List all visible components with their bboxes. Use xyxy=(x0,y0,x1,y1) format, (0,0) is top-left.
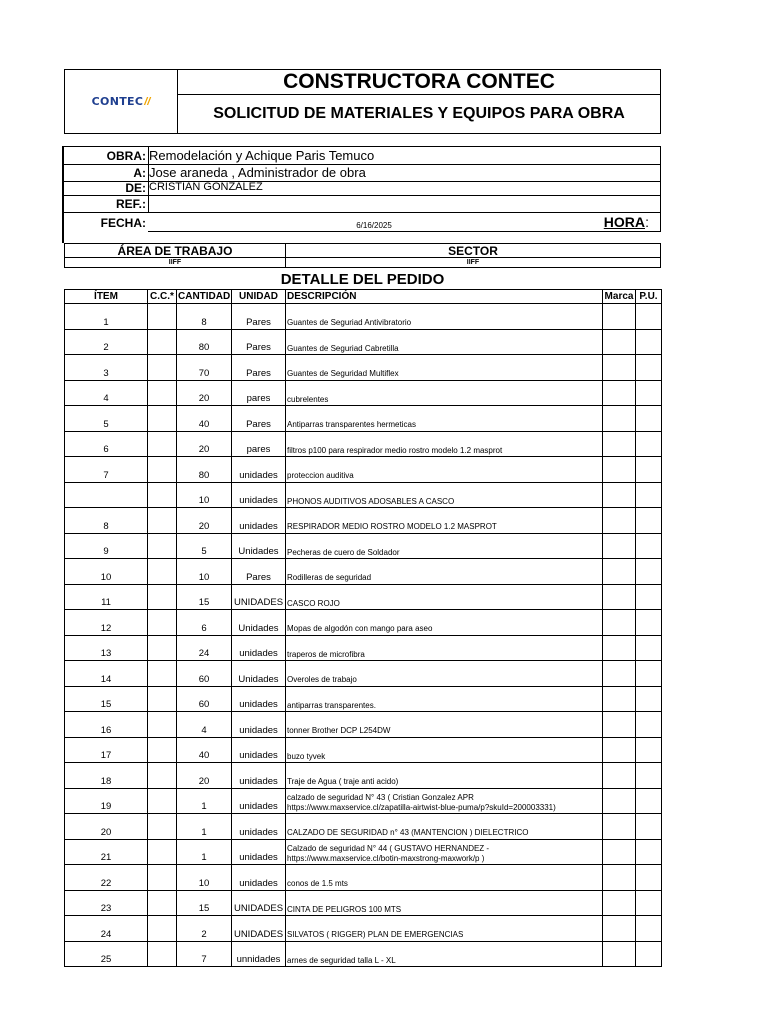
row-pu xyxy=(636,406,662,432)
form-header xyxy=(64,69,661,134)
row-cc xyxy=(148,508,177,534)
row-desc: SILVATOS ( RIGGER) PLAN DE EMERGENCIAS xyxy=(286,916,603,942)
row-marca xyxy=(603,610,636,636)
table-row xyxy=(65,788,662,814)
row-pu xyxy=(636,329,662,355)
row-cc xyxy=(148,482,177,508)
row-marca xyxy=(603,406,636,432)
ref-value xyxy=(148,195,661,212)
row-desc: tonner Brother DCP L254DW xyxy=(286,712,603,738)
table-row xyxy=(65,508,662,534)
row-cc xyxy=(148,839,177,865)
row-item: 2 xyxy=(65,329,148,355)
row-item: 13 xyxy=(65,635,148,661)
row-item: 16 xyxy=(65,712,148,738)
row-desc: CALZADO DE SEGURIDAD n° 43 (MANTENCION ) DIELECTRICO xyxy=(286,814,603,840)
table-row xyxy=(65,941,662,967)
a-row xyxy=(64,164,661,182)
row-desc: Rodilleras de seguridad xyxy=(286,559,603,585)
row-item: 23 xyxy=(65,890,148,916)
table-row xyxy=(65,610,662,636)
row-unit: Pares xyxy=(232,559,286,585)
row-qty: 10 xyxy=(177,865,232,891)
row-desc: RESPIRADOR MEDIO ROSTRO MODELO 1.2 MASPROT xyxy=(286,508,603,534)
row-marca xyxy=(603,839,636,865)
ref-label: REF.: xyxy=(116,197,146,211)
row-qty: 80 xyxy=(177,457,232,483)
row-marca xyxy=(603,788,636,814)
row-marca xyxy=(603,559,636,585)
row-pu xyxy=(636,814,662,840)
row-desc: Guantes de Seguridad Multiflex xyxy=(286,355,603,381)
row-cc xyxy=(148,916,177,942)
table-row xyxy=(65,304,662,330)
row-desc: conos de 1.5 mts xyxy=(286,865,603,891)
table-row xyxy=(65,814,662,840)
row-unit: unidades xyxy=(232,482,286,508)
row-pu xyxy=(636,533,662,559)
row-desc: buzo tyvek xyxy=(286,737,603,763)
obra-value: Remodelación y Achique Paris Temuco xyxy=(148,147,661,164)
row-unit: pares xyxy=(232,431,286,457)
row-unit: Unidades xyxy=(232,610,286,636)
row-marca xyxy=(603,380,636,406)
row-cc xyxy=(148,304,177,330)
table-row xyxy=(65,406,662,432)
row-qty: 1 xyxy=(177,788,232,814)
row-qty: 20 xyxy=(177,508,232,534)
table-row xyxy=(65,839,662,865)
row-desc: antiparras transparentes. xyxy=(286,686,603,712)
row-item: 8 xyxy=(65,508,148,534)
area-value: IIFF xyxy=(64,257,286,268)
row-pu xyxy=(636,380,662,406)
row-desc: Pecheras de cuero de Soldador xyxy=(286,533,603,559)
hora-colon: : xyxy=(645,214,649,230)
row-pu xyxy=(636,916,662,942)
row-marca xyxy=(603,635,636,661)
row-pu xyxy=(636,610,662,636)
row-desc: calzado de seguridad N° 43 ( Cristian Gonzalez APR https://www.maxservice.cl/zapatilla-airtwist-blue-puma/p?skuId=200003331) xyxy=(286,788,603,814)
row-cc xyxy=(148,380,177,406)
row-marca xyxy=(603,712,636,738)
table-row xyxy=(65,431,662,457)
row-marca xyxy=(603,584,636,610)
row-pu xyxy=(636,584,662,610)
row-marca xyxy=(603,304,636,330)
row-qty: 80 xyxy=(177,329,232,355)
row-pu xyxy=(636,686,662,712)
row-cc xyxy=(148,355,177,381)
row-desc: Guantes de Seguriad Antivibratorio xyxy=(286,304,603,330)
row-qty: 40 xyxy=(177,737,232,763)
row-desc: proteccion auditiva xyxy=(286,457,603,483)
row-cc xyxy=(148,533,177,559)
row-item: 10 xyxy=(65,559,148,585)
row-unit: unidades xyxy=(232,788,286,814)
row-item: 22 xyxy=(65,865,148,891)
table-row xyxy=(65,457,662,483)
row-qty: 24 xyxy=(177,635,232,661)
row-pu xyxy=(636,431,662,457)
row-marca xyxy=(603,661,636,687)
table-row xyxy=(65,329,662,355)
row-unit: Pares xyxy=(232,355,286,381)
area-label: ÁREA DE TRABAJO xyxy=(64,243,286,258)
row-item xyxy=(65,482,148,508)
row-desc: Overoles de trabajo xyxy=(286,661,603,687)
row-unit: unidades xyxy=(232,737,286,763)
row-marca xyxy=(603,941,636,967)
row-qty: 2 xyxy=(177,916,232,942)
table-row xyxy=(65,737,662,763)
row-item: 20 xyxy=(65,814,148,840)
row-pu xyxy=(636,661,662,687)
table-row xyxy=(65,712,662,738)
row-unit: Unidades xyxy=(232,661,286,687)
row-unit: Unidades xyxy=(232,533,286,559)
table-row xyxy=(65,890,662,916)
company-logo xyxy=(65,70,178,133)
row-item: 18 xyxy=(65,763,148,789)
row-cc xyxy=(148,635,177,661)
row-marca xyxy=(603,482,636,508)
row-cc xyxy=(148,788,177,814)
row-qty: 15 xyxy=(177,584,232,610)
row-pu xyxy=(636,508,662,534)
row-item: 24 xyxy=(65,916,148,942)
row-pu xyxy=(636,865,662,891)
row-item: 25 xyxy=(65,941,148,967)
fecha-right-border xyxy=(660,212,661,232)
row-unit: unidades xyxy=(232,457,286,483)
hora-label: HORA xyxy=(603,214,645,230)
fecha-value: 6/16/2025 xyxy=(356,221,392,230)
row-desc: Antiparras transparentes hermeticas xyxy=(286,406,603,432)
row-pu xyxy=(636,788,662,814)
fecha-row xyxy=(64,212,661,232)
row-qty: 20 xyxy=(177,431,232,457)
row-pu xyxy=(636,890,662,916)
col-desc: DESCRIPCIÓN xyxy=(286,290,603,304)
row-item: 21 xyxy=(65,839,148,865)
de-value: CRISTIAN GONZALEZ xyxy=(148,181,661,195)
row-qty: 70 xyxy=(177,355,232,381)
row-item: 11 xyxy=(65,584,148,610)
row-marca xyxy=(603,355,636,381)
row-cc xyxy=(148,661,177,687)
table-row xyxy=(65,482,662,508)
row-item: 15 xyxy=(65,686,148,712)
table-row xyxy=(65,584,662,610)
table-row xyxy=(65,916,662,942)
fecha-underline xyxy=(148,231,661,232)
row-desc: traperos de microfibra xyxy=(286,635,603,661)
row-cc xyxy=(148,329,177,355)
table-row xyxy=(65,686,662,712)
row-marca xyxy=(603,329,636,355)
request-form xyxy=(64,69,661,965)
row-cc xyxy=(148,610,177,636)
row-desc: Mopas de algodón con mango para aseo xyxy=(286,610,603,636)
table-row xyxy=(65,380,662,406)
row-marca xyxy=(603,890,636,916)
row-unit: unidades xyxy=(232,712,286,738)
row-cc xyxy=(148,431,177,457)
row-pu xyxy=(636,763,662,789)
row-unit: unidades xyxy=(232,508,286,534)
row-qty: 40 xyxy=(177,406,232,432)
row-cc xyxy=(148,712,177,738)
col-cc: C.C.* xyxy=(148,290,177,304)
row-marca xyxy=(603,916,636,942)
row-marca xyxy=(603,865,636,891)
fecha-label: FECHA: xyxy=(100,216,146,230)
table-header-row xyxy=(65,290,662,304)
row-qty: 20 xyxy=(177,763,232,789)
row-desc: Traje de Agua ( traje anti acido) xyxy=(286,763,603,789)
row-item: 3 xyxy=(65,355,148,381)
col-unit: UNIDAD xyxy=(232,290,286,304)
col-qty: CANTIDAD xyxy=(178,291,231,302)
row-unit: unidades xyxy=(232,839,286,865)
row-qty: 10 xyxy=(177,559,232,585)
row-item: 1 xyxy=(65,304,148,330)
row-cc xyxy=(148,890,177,916)
row-pu xyxy=(636,839,662,865)
row-desc: PHONOS AUDITIVOS ADOSABLES A CASCO xyxy=(286,482,603,508)
row-unit: unidades xyxy=(232,635,286,661)
col-item: ÍTEM xyxy=(65,290,148,304)
col-marca: Marca xyxy=(603,290,636,304)
row-pu xyxy=(636,635,662,661)
row-cc xyxy=(148,406,177,432)
row-pu xyxy=(636,457,662,483)
row-unit: unnidades xyxy=(232,941,286,967)
row-item: 12 xyxy=(65,610,148,636)
row-item: 19 xyxy=(65,788,148,814)
row-marca xyxy=(603,457,636,483)
row-marca xyxy=(603,737,636,763)
row-desc: arnes de seguridad talla L - XL xyxy=(286,941,603,967)
row-item: 4 xyxy=(65,380,148,406)
row-item: 6 xyxy=(65,431,148,457)
form-subtitle: SOLICITUD DE MATERIALES Y EQUIPOS PARA OBRA xyxy=(213,105,625,122)
row-item: 17 xyxy=(65,737,148,763)
row-cc xyxy=(148,686,177,712)
logo-text: CONTEC xyxy=(91,95,144,108)
row-desc: filtros p100 para respirador medio rostro modelo 1.2 masprot xyxy=(286,431,603,457)
row-qty: 1 xyxy=(177,839,232,865)
row-cc xyxy=(148,763,177,789)
row-unit: pares xyxy=(232,380,286,406)
row-cc xyxy=(148,457,177,483)
table-row xyxy=(65,763,662,789)
row-qty: 8 xyxy=(177,304,232,330)
obra-row xyxy=(64,147,661,165)
row-qty: 10 xyxy=(177,482,232,508)
row-qty: 5 xyxy=(177,533,232,559)
a-value: Jose araneda , Administrador de obra xyxy=(148,164,661,181)
de-label: DE: xyxy=(125,181,146,195)
table-row xyxy=(65,533,662,559)
row-qty: 15 xyxy=(177,890,232,916)
row-cc xyxy=(148,584,177,610)
row-item: 7 xyxy=(65,457,148,483)
row-unit: Pares xyxy=(232,406,286,432)
row-marca xyxy=(603,763,636,789)
row-pu xyxy=(636,559,662,585)
sector-label: SECTOR xyxy=(285,243,661,258)
row-unit: Pares xyxy=(232,304,286,330)
row-marca xyxy=(603,431,636,457)
row-cc xyxy=(148,941,177,967)
area-block xyxy=(64,243,661,270)
row-pu xyxy=(636,737,662,763)
row-marca xyxy=(603,533,636,559)
row-cc xyxy=(148,865,177,891)
row-qty: 7 xyxy=(177,941,232,967)
row-pu xyxy=(636,304,662,330)
row-cc xyxy=(148,814,177,840)
table-row xyxy=(65,559,662,585)
table-row xyxy=(65,635,662,661)
row-unit: unidades xyxy=(232,763,286,789)
row-pu xyxy=(636,355,662,381)
row-qty: 20 xyxy=(177,380,232,406)
row-pu xyxy=(636,712,662,738)
ref-row xyxy=(64,195,661,213)
info-block xyxy=(62,146,661,243)
row-desc: CASCO ROJO xyxy=(286,584,603,610)
row-desc: Calzado de seguridad N° 44 ( GUSTAVO HERNANDEZ - https://www.maxservice.cl/botin-maxstrong-maxwork/p ) xyxy=(286,839,603,865)
row-marca xyxy=(603,508,636,534)
row-qty: 4 xyxy=(177,712,232,738)
col-pu: P.U. xyxy=(636,290,662,304)
row-unit: UNIDADES xyxy=(232,916,286,942)
row-qty: 60 xyxy=(177,661,232,687)
row-item: 9 xyxy=(65,533,148,559)
row-marca xyxy=(603,686,636,712)
row-unit: unidades xyxy=(232,686,286,712)
row-unit: UNIDADES xyxy=(232,584,286,610)
row-qty: 1 xyxy=(177,814,232,840)
table-row xyxy=(65,355,662,381)
logo-mark: // xyxy=(144,95,151,108)
row-qty: 6 xyxy=(177,610,232,636)
row-unit: Pares xyxy=(232,329,286,355)
row-unit: unidades xyxy=(232,865,286,891)
row-cc xyxy=(148,737,177,763)
row-qty: 60 xyxy=(177,686,232,712)
row-desc: CINTA DE PELIGROS 100 MTS xyxy=(286,890,603,916)
row-desc: Guantes de Seguriad Cabretilla xyxy=(286,329,603,355)
items-body xyxy=(65,304,662,967)
row-item: 14 xyxy=(65,661,148,687)
items-table xyxy=(64,289,662,967)
company-title: CONSTRUCTORA CONTEC xyxy=(178,70,660,95)
de-row xyxy=(64,181,661,196)
row-marca xyxy=(603,814,636,840)
row-cc xyxy=(148,559,177,585)
table-row xyxy=(65,865,662,891)
row-pu xyxy=(636,482,662,508)
sector-value: IIFF xyxy=(285,257,661,268)
row-desc: cubrelentes xyxy=(286,380,603,406)
obra-label: OBRA: xyxy=(106,149,146,163)
detail-title: DETALLE DEL PEDIDO xyxy=(280,271,445,288)
row-unit: unidades xyxy=(232,814,286,840)
row-pu xyxy=(636,941,662,967)
row-item: 5 xyxy=(65,406,148,432)
a-label: A: xyxy=(133,166,146,180)
row-unit: UNIDADES xyxy=(232,890,286,916)
table-row xyxy=(65,661,662,687)
